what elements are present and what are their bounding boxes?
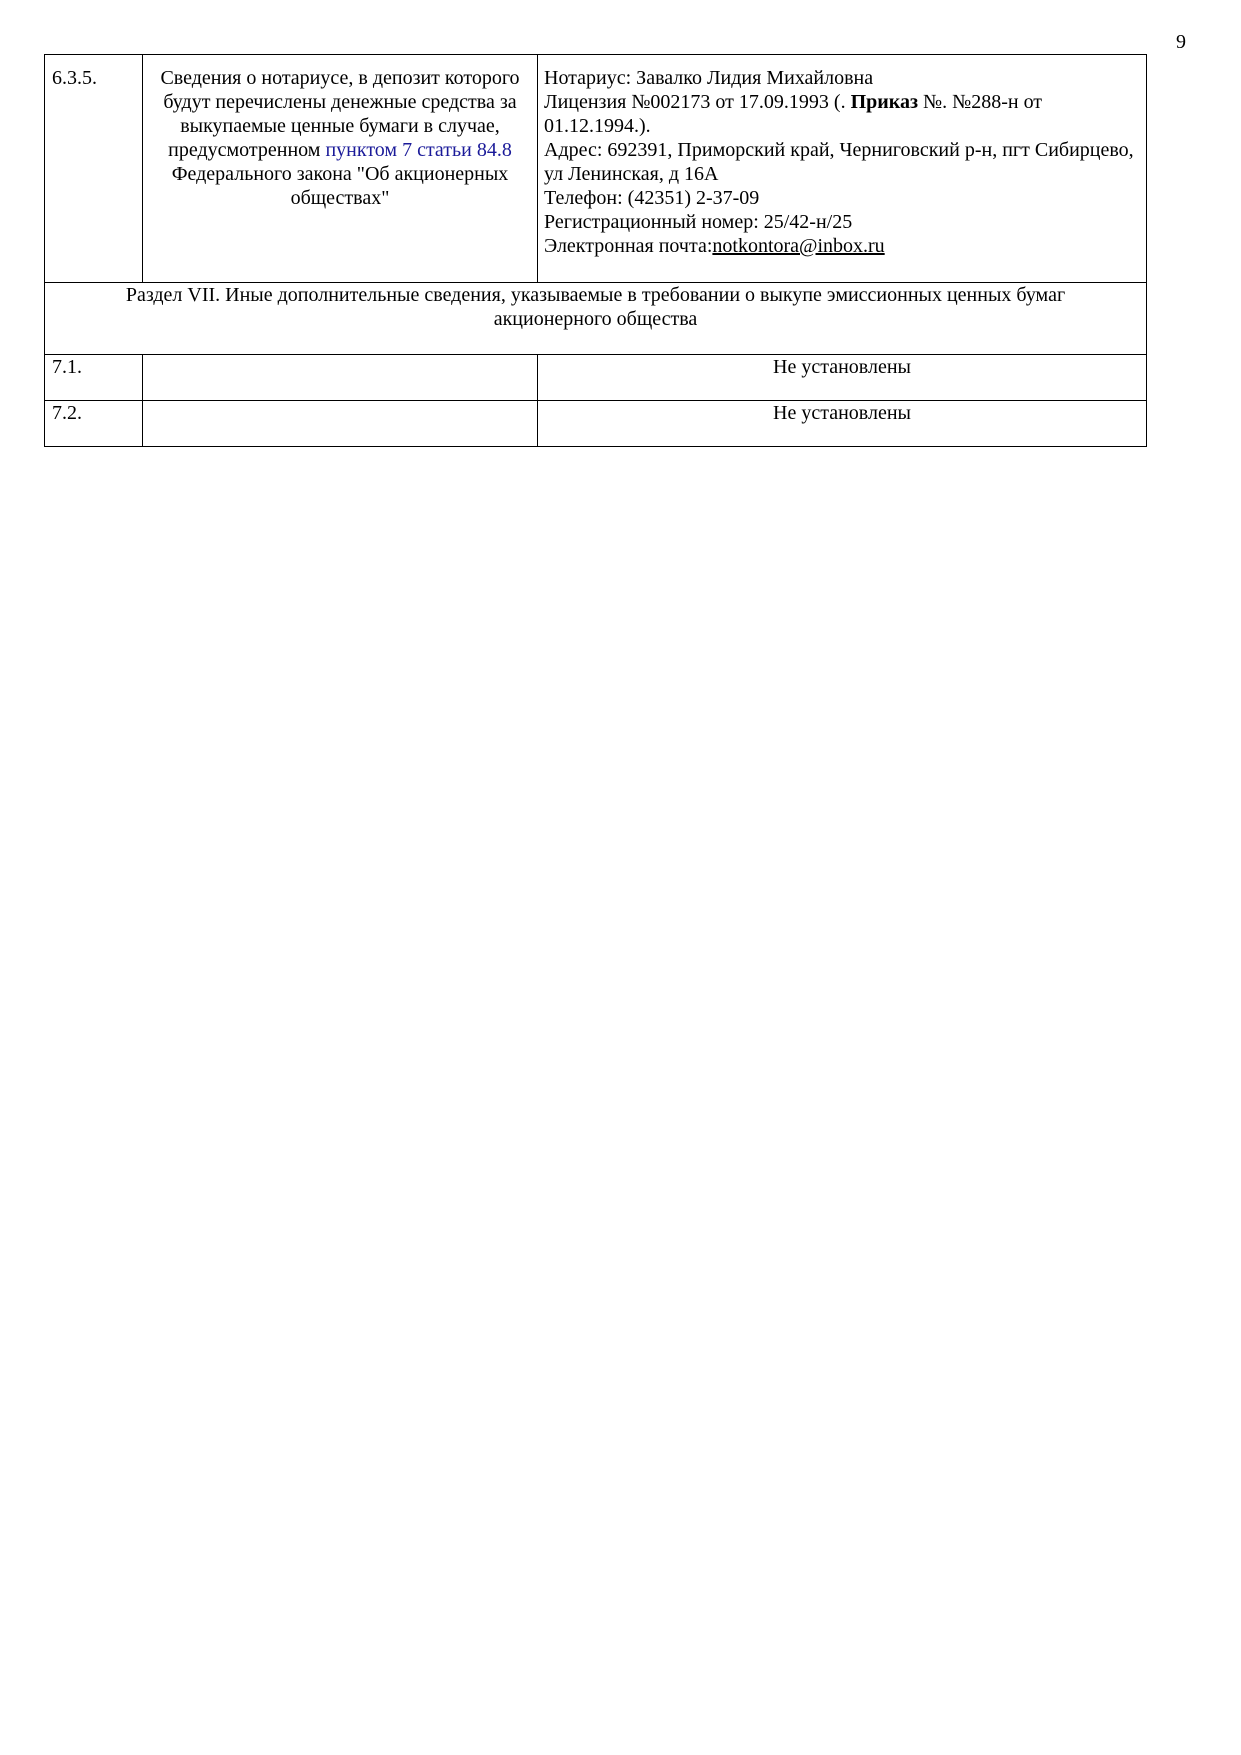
row-value: Не установлены — [538, 401, 1147, 447]
notary-reg-number: Регистрационный номер: 25/42-н/25 — [544, 211, 853, 233]
row-number: 7.1. — [45, 355, 143, 401]
email-label: Электронная почта: — [544, 235, 713, 257]
notary-address: Адрес: 692391, Приморский край, Черниговский р-н, пгт Сибирцево, ул Ленинская, д 16А — [544, 139, 1134, 185]
notary-name: Нотариус: Завалко Лидия Михайловна — [544, 67, 874, 89]
row-label — [143, 55, 538, 283]
row-value: Не установлены — [538, 355, 1147, 401]
table-row — [45, 401, 1147, 447]
section-7-header-row — [45, 283, 1147, 355]
label-text-end: Федерального закона "Об акционерных обществах" — [171, 163, 509, 209]
license-suffix: №. №288-н от 01.12.1994.). — [544, 91, 1043, 137]
table-row — [45, 355, 1147, 401]
notary-phone: Телефон: (42351) 2-37-09 — [544, 187, 760, 209]
info-table — [44, 54, 1147, 447]
notary-email-line — [544, 234, 1140, 258]
law-article-link[interactable]: пунктом 7 статьи 84.8 — [325, 139, 512, 161]
row-number: 7.2. — [45, 401, 143, 447]
label-text-start: Сведения о нотариусе, в депозит которого будут перечислены денежные средства за выкупаемые ценные бумаги в случае, предусмотренном — [160, 67, 520, 161]
notary-details — [538, 55, 1147, 283]
license-order-word: Приказ — [850, 91, 919, 113]
page-number: 9 — [1176, 31, 1186, 53]
email-link[interactable]: notkontora@inbox.ru — [712, 235, 885, 257]
row-number: 6.3.5. — [45, 55, 143, 283]
row-label — [143, 355, 538, 401]
section-7-title: Раздел VII. Иные дополнительные сведения, указываемые в требовании о выкупе эмиссионных ценных бумаг акционерного общества — [45, 283, 1147, 355]
table-row-6-3-5 — [45, 55, 1147, 283]
row-label — [143, 401, 538, 447]
notary-license — [544, 90, 1140, 138]
license-prefix: Лицензия №002173 от 17.09.1993 (. — [544, 91, 851, 113]
